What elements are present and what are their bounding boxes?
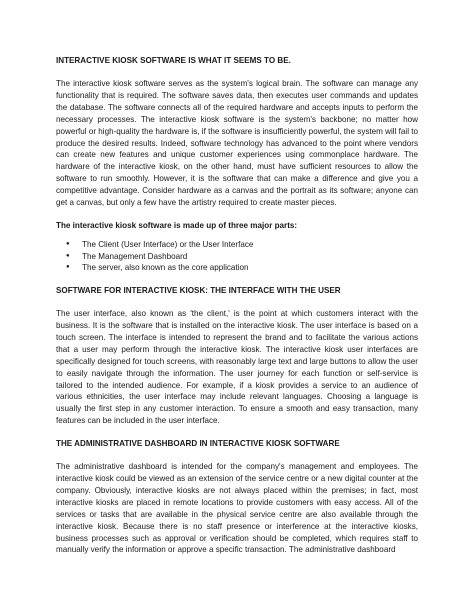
parts-list (56, 239, 418, 274)
section-heading-three-parts: The interactive kiosk software is made up of three major parts: (56, 220, 298, 230)
paragraph-user-interface: The user interface, also known as 'the client,' is the point at which customers interact with the business. It is the software that is installed on the interactive kiosk. The user interface is based on a touch screen. The interface is intended to represent the brand and to facilitate the various actions that a user may perform through the interactive kiosk. The interactive kiosk user interfaces are specifically designed for touch screens, with reasonably large text and large buttons to allow the user to easily navigate through the information. The user journey for each function or self-service is tailored to the intended audience. For example, if a kiosk provides a service to an audience of various ethnicities, the user interface may include relevant languages. Choosing a language is usually the first step in any customer interaction. To ensure a smooth and easy transaction, many features can be included in the user interface. (56, 309, 418, 426)
bullet-dot-icon: ● (66, 252, 70, 259)
list-item (66, 239, 418, 251)
list-item-text: The server, also known as the core application (82, 263, 249, 273)
paragraph-kiosk-software: The interactive kiosk software serves as the system's logical brain. The software can manage any functionality that is required. The software saves data, then executes user commands and updates the database. The software connects all of the required hardware and accepts inputs to perform the necessary processes. The interactive kiosk software is the system's backbone; no matter how powerful or high-quality the hardware is, if the software is insufficiently powerful, the system will fail to produce the desired results. Indeed, software technology has advanced to the point where vendors can create new features and unique customer experiences using commonplace hardware. The hardware of the interactive kiosk, on the other hand, must have sufficient resources to allow the software to run smoothly. However, it is the software that can make a difference and give you a competitive advantage. Consider hardware as a canvas and the portrait as its software; anyone can get a canvas, but only a few have the artistry required to create master pieces. (56, 79, 418, 208)
list-item (66, 251, 418, 263)
list-item-text: The Client (User Interface) or the User Interface (82, 239, 254, 249)
section-heading-kiosk-software: INTERACTIVE KIOSK SOFTWARE IS WHAT IT SEEMS TO BE. (56, 56, 291, 65)
section-heading-user-interface: SOFTWARE FOR INTERACTIVE KIOSK: THE INTERFACE WITH THE USER (56, 286, 341, 296)
list-item-text: The Management Dashboard (82, 251, 188, 261)
bullet-dot-icon: ● (66, 240, 70, 247)
list-item (66, 262, 418, 274)
paragraph-admin-dashboard: The administrative dashboard is intended for the company's management and employees. The interactive kiosk could be viewed as an extension of the service centre or a new digital counter at the company. Obviously, interactive kiosks are not always placed within the premises; in fact, most interactive kiosks are placed in remote locations to provide customers with easy access. All of the services or tasks that are available in the physical service centre are also available through the interactive kiosk. Because there is no staff presence or interference at the interactive kiosks, business processes such as approval or verification should be completed, which requires staff to manually verify the information or approve a specific transaction. The administrative dashboard (56, 462, 418, 555)
section-heading-admin-dashboard: THE ADMINISTRATIVE DASHBOARD IN INTERACTIVE KIOSK SOFTWARE (56, 439, 340, 449)
bullet-dot-icon: ● (66, 264, 70, 271)
